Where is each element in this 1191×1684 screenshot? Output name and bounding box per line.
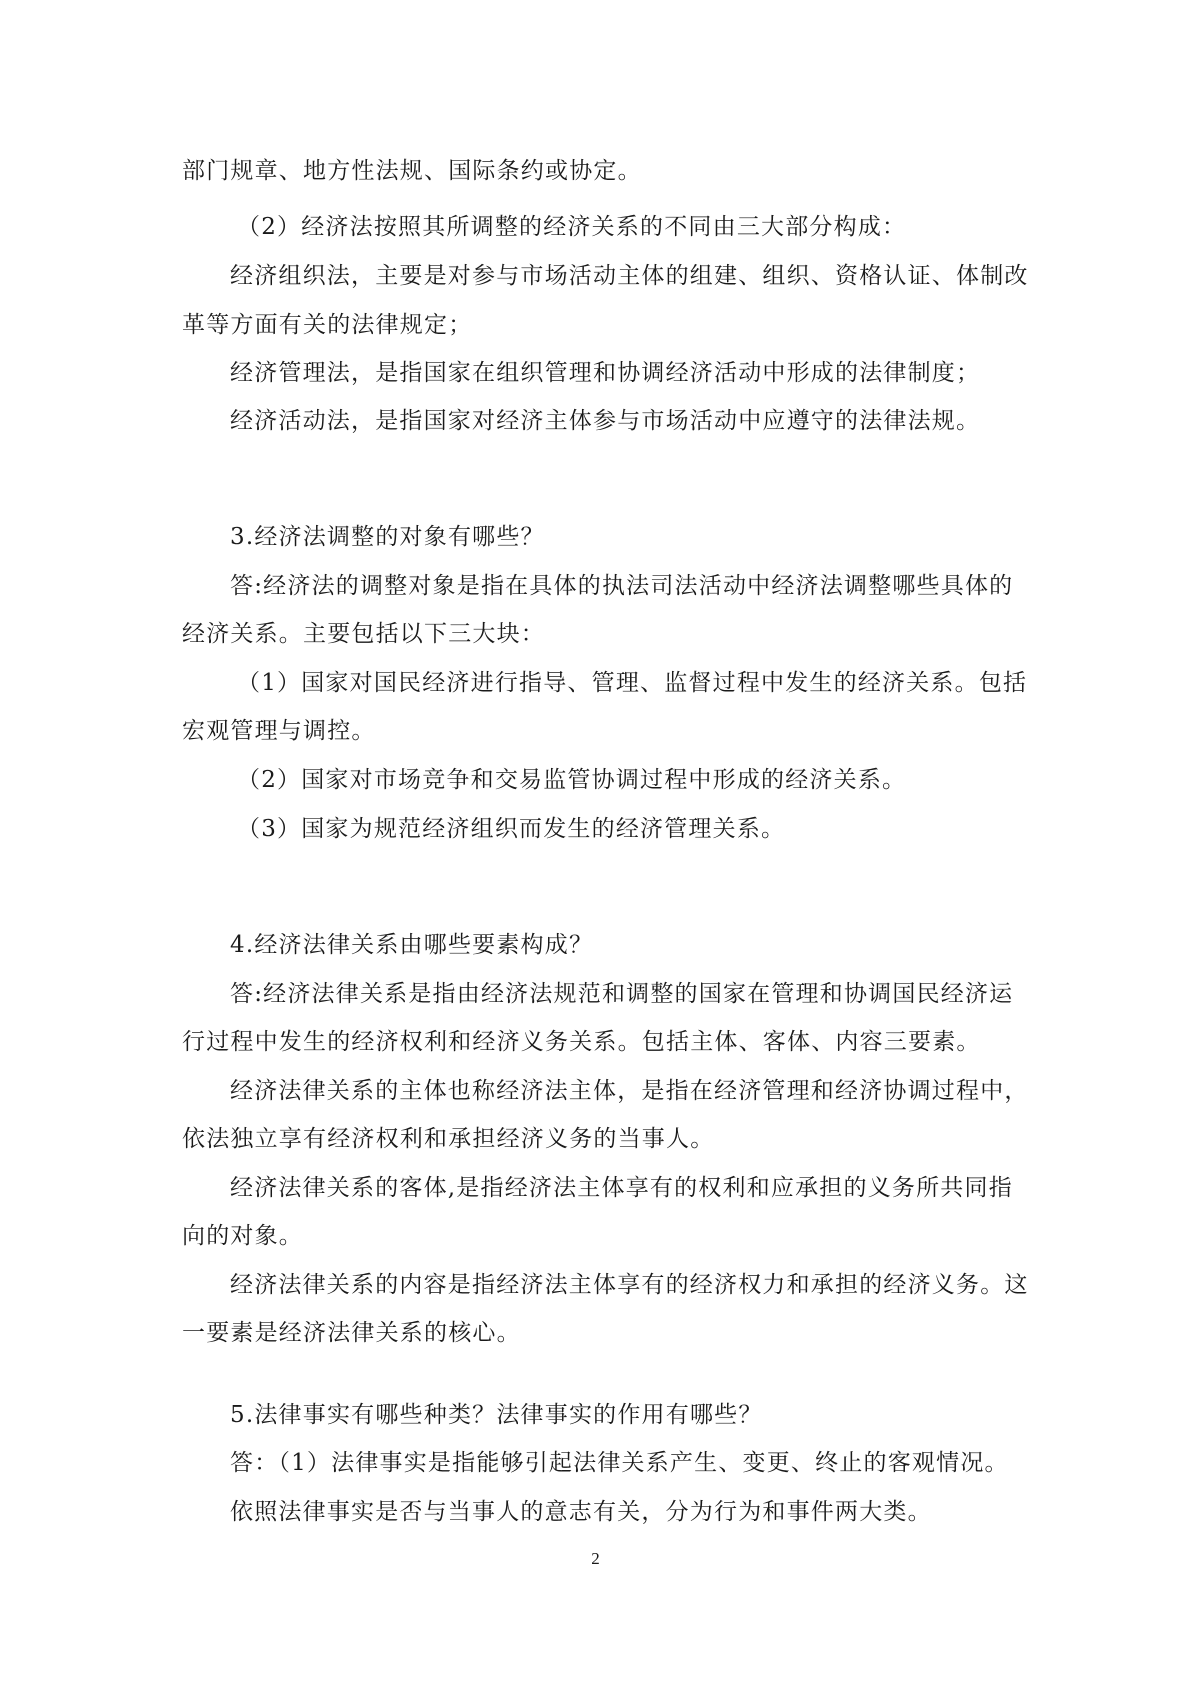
body-text-line: 一要素是经济法律关系的核心。: [182, 1320, 521, 1346]
body-text-line: （2）国家对市场竞争和交易监管协调过程中形成的经济关系。: [237, 767, 907, 793]
body-text-line: 经济管理法，是指国家在组织管理和协调经济活动中形成的法律制度；: [230, 360, 981, 386]
body-text-line: 经济法律关系的客体,是指经济法主体享有的权利和应承担的义务所共同指: [230, 1175, 1013, 1201]
body-text-line: 宏观管理与调控。: [182, 718, 376, 744]
body-text-line: 经济活动法，是指国家对经济主体参与市场活动中应遵守的法律法规。: [230, 408, 981, 434]
question-heading: 3.经济法调整的对象有哪些？: [230, 524, 545, 550]
body-text-line: 部门规章、地方性法规、国际条约或协定。: [182, 158, 642, 184]
body-text-line: 经济关系。主要包括以下三大块：: [182, 621, 545, 647]
body-text-line: 向的对象。: [182, 1223, 303, 1249]
body-text-line: 依法独立享有经济权利和承担经济义务的当事人。: [182, 1126, 715, 1152]
body-text-line: 答：（1）法律事实是指能够引起法律关系产生、变更、终止的客观情况。: [230, 1450, 1009, 1476]
body-text-line: 行过程中发生的经济权利和经济义务关系。包括主体、客体、内容三要素。: [182, 1029, 981, 1055]
question-heading: 4.经济法律关系由哪些要素构成？: [230, 932, 594, 958]
body-text-line: 答:经济法律关系是指由经济法规范和调整的国家在管理和协调国民经济运: [230, 981, 1014, 1007]
question-heading: 5.法律事实有哪些种类？法律事实的作用有哪些？: [230, 1402, 763, 1428]
body-text-line: （3）国家为规范经济组织而发生的经济管理关系。: [237, 816, 786, 842]
body-text-line: （2）经济法按照其所调整的经济关系的不同由三大部分构成：: [237, 214, 907, 240]
body-text-line: （1）国家对国民经济进行指导、管理、监督过程中发生的经济关系。包括: [237, 670, 1028, 696]
body-text-line: 革等方面有关的法律规定；: [182, 312, 473, 338]
body-text-line: 答:经济法的调整对象是指在具体的执法司法活动中经济法调整哪些具体的: [230, 573, 1014, 599]
body-text-line: 依照法律事实是否与当事人的意志有关，分为行为和事件两大类。: [230, 1499, 932, 1525]
body-text-line: 经济法律关系的主体也称经济法主体，是指在经济管理和经济协调过程中，: [230, 1078, 1029, 1104]
page-number: 2: [591, 1549, 600, 1568]
body-text-line: 经济法律关系的内容是指经济法主体享有的经济权力和承担的经济义务。这: [230, 1272, 1029, 1298]
body-text-line: 经济组织法，主要是对参与市场活动主体的组建、组织、资格认证、体制改: [230, 263, 1029, 289]
